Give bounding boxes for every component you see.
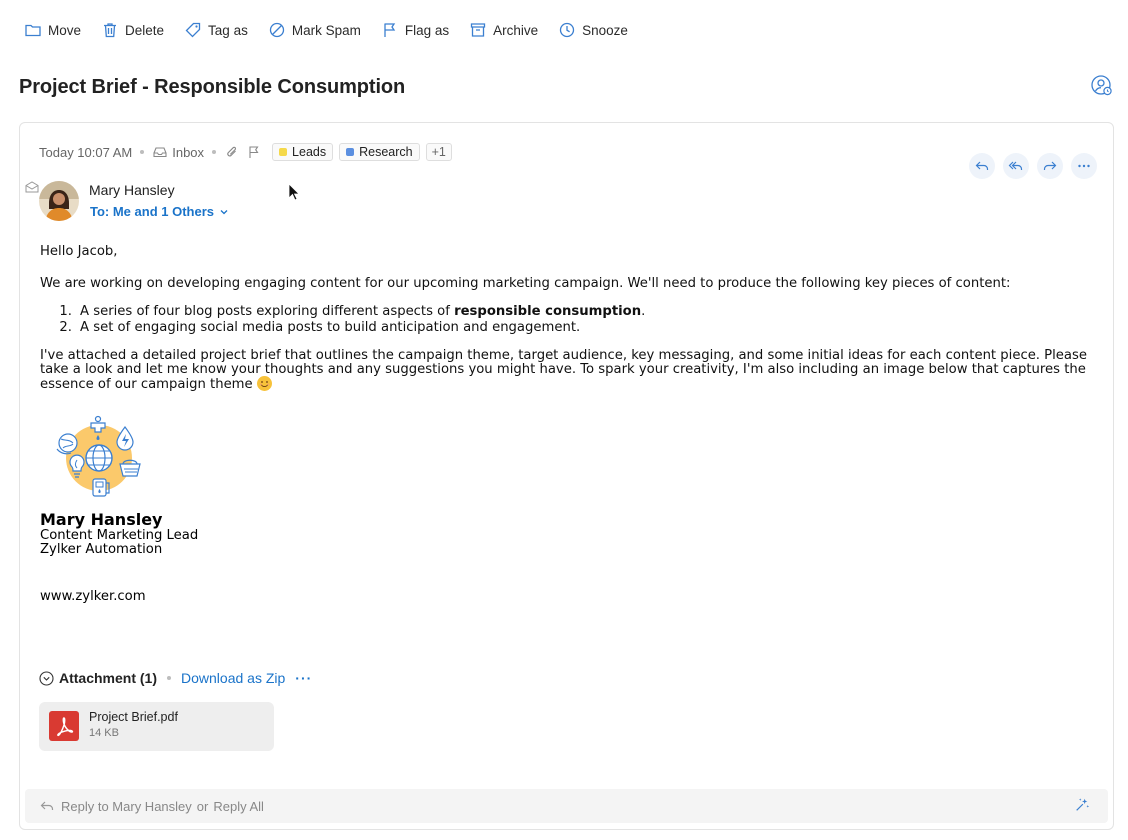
- separator-dot: [212, 150, 216, 154]
- list-item: [40, 305, 645, 321]
- signature: [40, 511, 198, 556]
- details-paragraph: I've attached a detailed project brief that outlines the campaign theme, target audience, key messaging, and some initial ideas for each content piece. Please take a look and let me know your thoughts and any suggestions you might have. To spark your creativity, I'm also including an image below that captures the essence of our campaign theme: [40, 348, 1087, 392]
- envelope-read-icon: [25, 181, 39, 193]
- recipients-toggle[interactable]: [90, 204, 230, 219]
- more-tags-button[interactable]: +1: [426, 143, 452, 161]
- chevron-down-icon: [218, 206, 230, 218]
- mark-spam-label: Mark Spam: [291, 22, 361, 38]
- archive-icon: [469, 21, 487, 39]
- greeting: Hello Jacob,: [40, 244, 118, 259]
- tag-label: Leads: [292, 145, 327, 159]
- intro-paragraph: We are working on developing engaging content for our upcoming marketing campaign. We'll need to produce the following key pieces of content:: [40, 276, 1011, 291]
- recipients-label: To: Me and 1 Others: [90, 204, 214, 219]
- campaign-illustration-icon: [53, 413, 145, 499]
- tag-color-swatch: [279, 148, 287, 156]
- snooze-button[interactable]: [548, 12, 638, 48]
- inbox-icon: [152, 144, 168, 160]
- paperclip-icon: [224, 144, 240, 160]
- tag-research[interactable]: [339, 143, 420, 161]
- forward-button[interactable]: [1037, 153, 1063, 179]
- signature-website[interactable]: www.zylker.com: [40, 589, 146, 604]
- attachment-indicator[interactable]: [224, 144, 240, 160]
- flag-as-label: Flag as: [404, 22, 450, 38]
- ai-sparkle-icon[interactable]: [1074, 797, 1090, 813]
- trash-icon: [101, 21, 119, 39]
- reply-icon: [974, 158, 990, 174]
- list-text: A set of engaging social media posts to build anticipation and engagement.: [80, 320, 581, 335]
- email-card: [19, 122, 1114, 830]
- pdf-file-icon: [49, 711, 79, 741]
- signature-title: Content Marketing Lead: [40, 528, 199, 543]
- more-actions-button[interactable]: [1071, 153, 1097, 179]
- signature-name: Mary Hansley: [40, 510, 163, 529]
- attachment-file-name: Project Brief.pdf: [89, 710, 178, 724]
- folder-name: Inbox: [172, 144, 205, 160]
- attachment-file[interactable]: [39, 702, 274, 751]
- reply-all-link[interactable]: Reply All: [213, 798, 264, 814]
- separator-dot: [140, 150, 144, 154]
- flag-indicator[interactable]: [246, 144, 262, 160]
- sender-name[interactable]: Mary Hansley: [89, 182, 175, 198]
- list-number: 2.: [59, 320, 72, 335]
- snooze-label: Snooze: [582, 22, 628, 38]
- move-label: Move: [48, 22, 82, 38]
- folder-link[interactable]: [152, 144, 204, 160]
- tag-as-button[interactable]: [174, 12, 258, 48]
- contact-details-icon[interactable]: [1090, 74, 1114, 98]
- reply-icon: [39, 798, 55, 814]
- folder-icon: [24, 21, 42, 39]
- reply-button[interactable]: [969, 153, 995, 179]
- reply-all-icon: [1008, 158, 1024, 174]
- toolbar: [14, 12, 638, 48]
- signature-company: Zylker Automation: [40, 541, 163, 557]
- attachment-more-button[interactable]: ···: [295, 670, 313, 686]
- attachments-header: [39, 669, 312, 687]
- attachments-toggle[interactable]: Attachment (1): [59, 670, 158, 686]
- reply-all-button[interactable]: [1003, 153, 1029, 179]
- tag-leads[interactable]: [272, 143, 333, 161]
- content-list: [40, 305, 645, 337]
- sender-avatar[interactable]: [39, 181, 79, 221]
- list-item: [40, 321, 645, 337]
- flag-outline-icon: [246, 144, 262, 160]
- clock-icon: [558, 21, 576, 39]
- mouse-cursor-icon: [288, 183, 300, 201]
- smiling-face-emoji-icon: [257, 376, 272, 391]
- avatar-photo: [39, 181, 79, 221]
- separator-dot: [167, 676, 171, 680]
- received-time: Today 10:07 AM: [39, 144, 133, 160]
- attachment-file-size: 14 KB: [89, 727, 119, 739]
- list-number: 1.: [59, 304, 72, 319]
- forward-icon: [1042, 158, 1058, 174]
- email-meta: [39, 142, 458, 162]
- download-zip-link[interactable]: Download as Zip: [181, 670, 286, 686]
- archive-button[interactable]: [459, 12, 548, 48]
- ellipsis-icon: [1076, 158, 1092, 174]
- delete-label: Delete: [125, 22, 165, 38]
- move-button[interactable]: [14, 12, 91, 48]
- flag-as-button[interactable]: [371, 12, 459, 48]
- spam-icon: [268, 21, 286, 39]
- email-actions: [961, 153, 1097, 179]
- list-text: A series of four blog posts exploring different aspects of responsible consumption.: [80, 304, 646, 319]
- tag-icon: [184, 21, 202, 39]
- email-subject: Project Brief - Responsible Consumption: [19, 76, 406, 98]
- tag-label: Research: [359, 145, 413, 159]
- reply-to-sender-link[interactable]: Reply to Mary Hansley: [61, 798, 192, 814]
- mark-spam-button[interactable]: [258, 12, 371, 48]
- tag-as-label: Tag as: [208, 22, 248, 38]
- delete-button[interactable]: [91, 12, 174, 48]
- chevron-circle-down-icon[interactable]: [39, 671, 54, 686]
- tag-color-swatch: [346, 148, 354, 156]
- reply-or-text: or: [196, 798, 209, 814]
- archive-label: Archive: [493, 22, 539, 38]
- quick-reply-bar[interactable]: [25, 789, 1108, 823]
- flag-icon: [381, 21, 399, 39]
